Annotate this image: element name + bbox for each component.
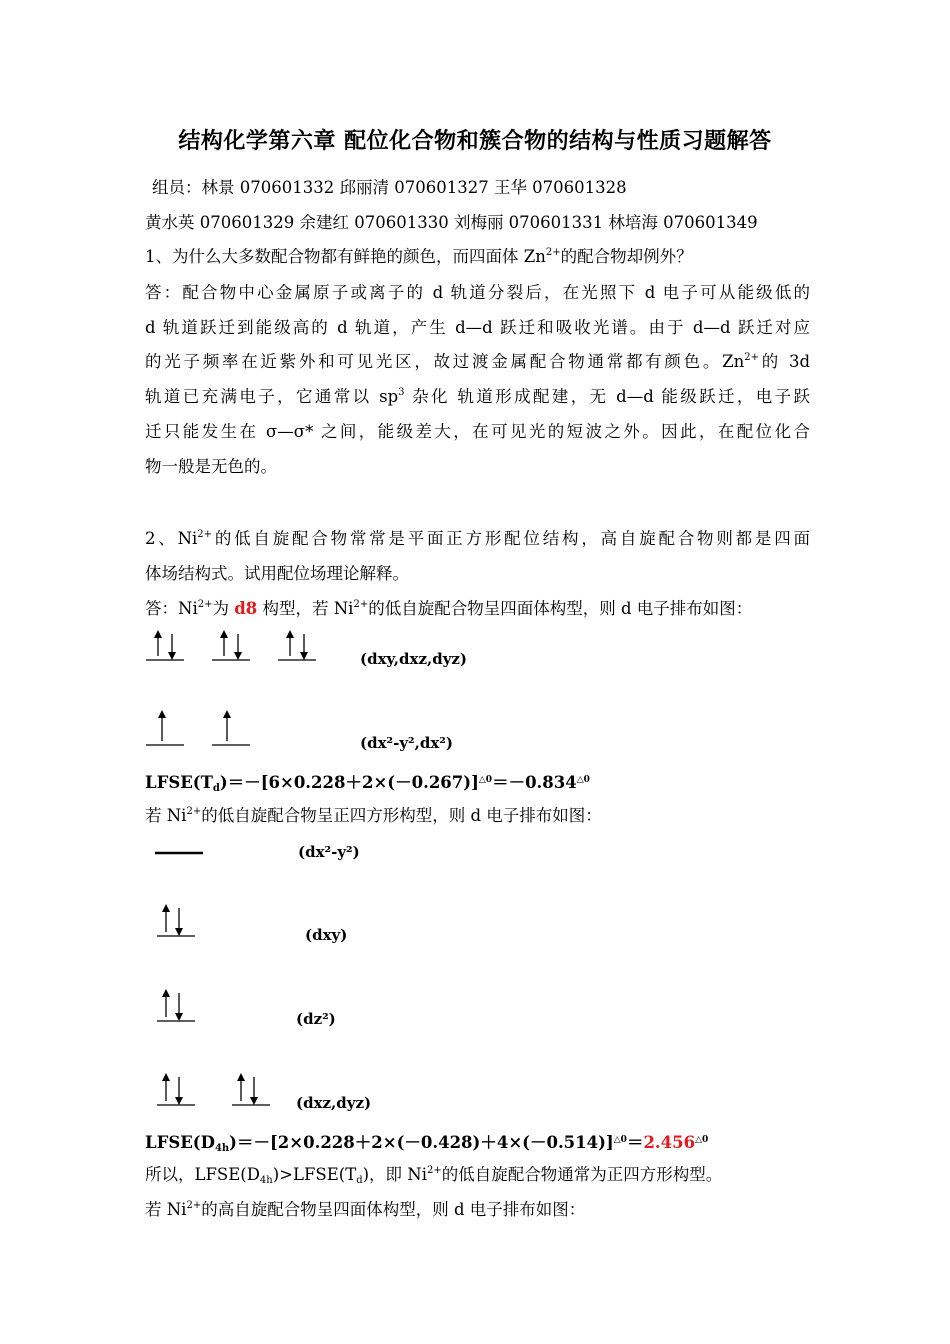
sq-intro-text: 若 Ni xyxy=(145,806,187,825)
td-upper-level-1 xyxy=(146,634,184,660)
conclusion-text-a: 所以，LFSE(D xyxy=(145,1165,260,1184)
conclusion-text-b: )>LFSE(T xyxy=(272,1165,357,1184)
q1-answer-line-4-text: 轨道已充满电子，它通常以 sp xyxy=(145,387,399,406)
td-upper-level-2 xyxy=(212,634,250,660)
sq-intro-tail: 的低自旋配合物呈正四方形构型，则 d 电子排布如图： xyxy=(201,806,602,825)
conclusion-line xyxy=(145,1165,810,1185)
high-spin-text: 若 Ni xyxy=(145,1200,187,1219)
sq-intro-sup: 2+ xyxy=(186,806,202,817)
td-lower-level-2 xyxy=(212,714,250,745)
td-lower-label: (dx²-y²,dx²) xyxy=(360,734,453,752)
delta-symbol: △0 xyxy=(576,775,590,785)
sq-label-dx2y2: (dx²-y²) xyxy=(298,843,360,861)
conclusion-sub-1: 4h xyxy=(259,1175,273,1186)
sq-label-dz2: (dz²) xyxy=(296,1010,336,1028)
q1-answer-line-1: 答：配合物中心金属原子或离子的 d 轨道分裂后，在光照下 d 电子可从能级低的 xyxy=(145,283,810,302)
lfse-td-equation xyxy=(145,770,810,793)
q2-question-line-2: 体场结构式。试用配位场理论解释。 xyxy=(145,564,409,583)
lfse-td-text-b: )＝－[6×0.228＋2×(－0.267)] xyxy=(219,773,479,792)
high-spin-sup: 2+ xyxy=(186,1200,202,1211)
q1-answer-line-3-text: 的光子频率在近紫外和可见光区，故过渡金属配合物通常都有颜色。Zn xyxy=(145,352,745,371)
lfse-d4h-equals: ＝ xyxy=(626,1133,644,1152)
lfse-d4h-text-a: LFSE(D xyxy=(145,1133,215,1152)
conclusion-text-d: 的低自旋配合物通常为正四方形构型。 xyxy=(441,1165,723,1184)
high-spin-intro xyxy=(145,1200,810,1220)
members-line-2: 黄水英 070601329 余建红 070601330 刘梅丽 070601331 林培海 070601349 xyxy=(145,213,758,232)
lfse-d4h-text-b: )＝－[2×0.228＋2×(－0.428)＋4×(－0.514)] xyxy=(229,1133,614,1152)
td-upper-level-3 xyxy=(278,634,316,660)
q1-answer-line-4-tail: 杂化 轨道形成配建，无 d—d 能级跃迁，电子跃 xyxy=(404,387,811,406)
sq-level-dz2 xyxy=(157,993,195,1021)
q2-answer-sup-1: 2+ xyxy=(197,599,213,610)
sq-label-dxz-dyz: (dxz,dyz) xyxy=(296,1094,372,1112)
q1-answer-line-5: 迁只能发生在 σ—σ* 之间，能级差大，在可见光的短波之外。因此，在配位化合 xyxy=(145,422,810,441)
q1-answer-line-6: 物一般是无色的。 xyxy=(145,457,277,476)
conclusion-sup: 2+ xyxy=(427,1165,442,1176)
q2-question-text: 2、Ni xyxy=(145,529,198,548)
td-upper-label: (dxy,dxz,dyz) xyxy=(360,650,468,668)
d8-highlight: d8 xyxy=(234,599,258,618)
delta-symbol: △0 xyxy=(695,1135,709,1145)
q2-answer-sup-2: 2+ xyxy=(353,599,369,610)
q2-answer-text-c: 构型，若 Ni xyxy=(257,599,354,618)
lfse-td-text-a: LFSE(T xyxy=(145,773,213,792)
q2-answer-text-b: 为 xyxy=(212,599,235,618)
q2-question-sup: 2+ xyxy=(197,529,213,540)
q2-answer-text-d: 的低自旋配合物呈四面体构型，则 d 电子排布如图： xyxy=(368,599,753,618)
members-line-1: 组员：林景 070601332 邱丽清 070601327 王华 070601328 xyxy=(152,178,627,197)
sq-level-dxy xyxy=(157,908,195,936)
lfse-d4h-equation xyxy=(145,1130,810,1153)
conclusion-text-c: )，即 Ni xyxy=(362,1165,428,1184)
q1-answer-line-2: d 轨道跃迁到能级高的 d 轨道，产生 d—d 跃迁和吸收光谱。由于 d—d 跃迁对应 xyxy=(145,318,810,337)
page-title: 结构化学第六章 配位化合物和簇合物的结构与性质习题解答 xyxy=(178,128,772,154)
q2-question-tail: 的低自旋配合物常常是平面正方形配位结构，高自旋配合物则都是四面 xyxy=(212,529,811,548)
lfse-td-sub: d xyxy=(212,783,220,794)
q1-question-sup: 2+ xyxy=(545,247,561,258)
td-lower-level-1 xyxy=(146,714,184,745)
high-spin-tail: 的高自旋配合物呈四面体构型，则 d 电子排布如图： xyxy=(201,1200,586,1219)
delta-symbol: △0 xyxy=(478,775,493,785)
lfse-d4h-value: 2.456 xyxy=(643,1133,696,1152)
q1-question-text: 1、为什么大多数配合物都有鲜艳的颜色，而四面体 Zn xyxy=(145,247,546,266)
q2-answer-text-a: 答：Ni xyxy=(145,599,198,618)
sq-level-dyz xyxy=(232,1077,270,1105)
q1-answer-line-3-sup: 2+ xyxy=(744,352,759,363)
q1-question-tail: 的配合物却例外？ xyxy=(560,247,693,266)
q1-answer-line-4-sup: 3 xyxy=(398,387,405,398)
lfse-d4h-sub: 4h xyxy=(214,1143,230,1154)
delta-symbol: △0 xyxy=(613,1135,627,1145)
sq-level-dxz xyxy=(157,1077,195,1105)
conclusion-sub-2: d xyxy=(356,1175,363,1186)
sq-intro xyxy=(145,806,810,826)
lfse-td-result: ＝－0.834 xyxy=(492,773,577,792)
sq-label-dxy: (dxy) xyxy=(305,926,348,944)
q1-answer-line-3-tail: 的 3d xyxy=(758,352,811,371)
